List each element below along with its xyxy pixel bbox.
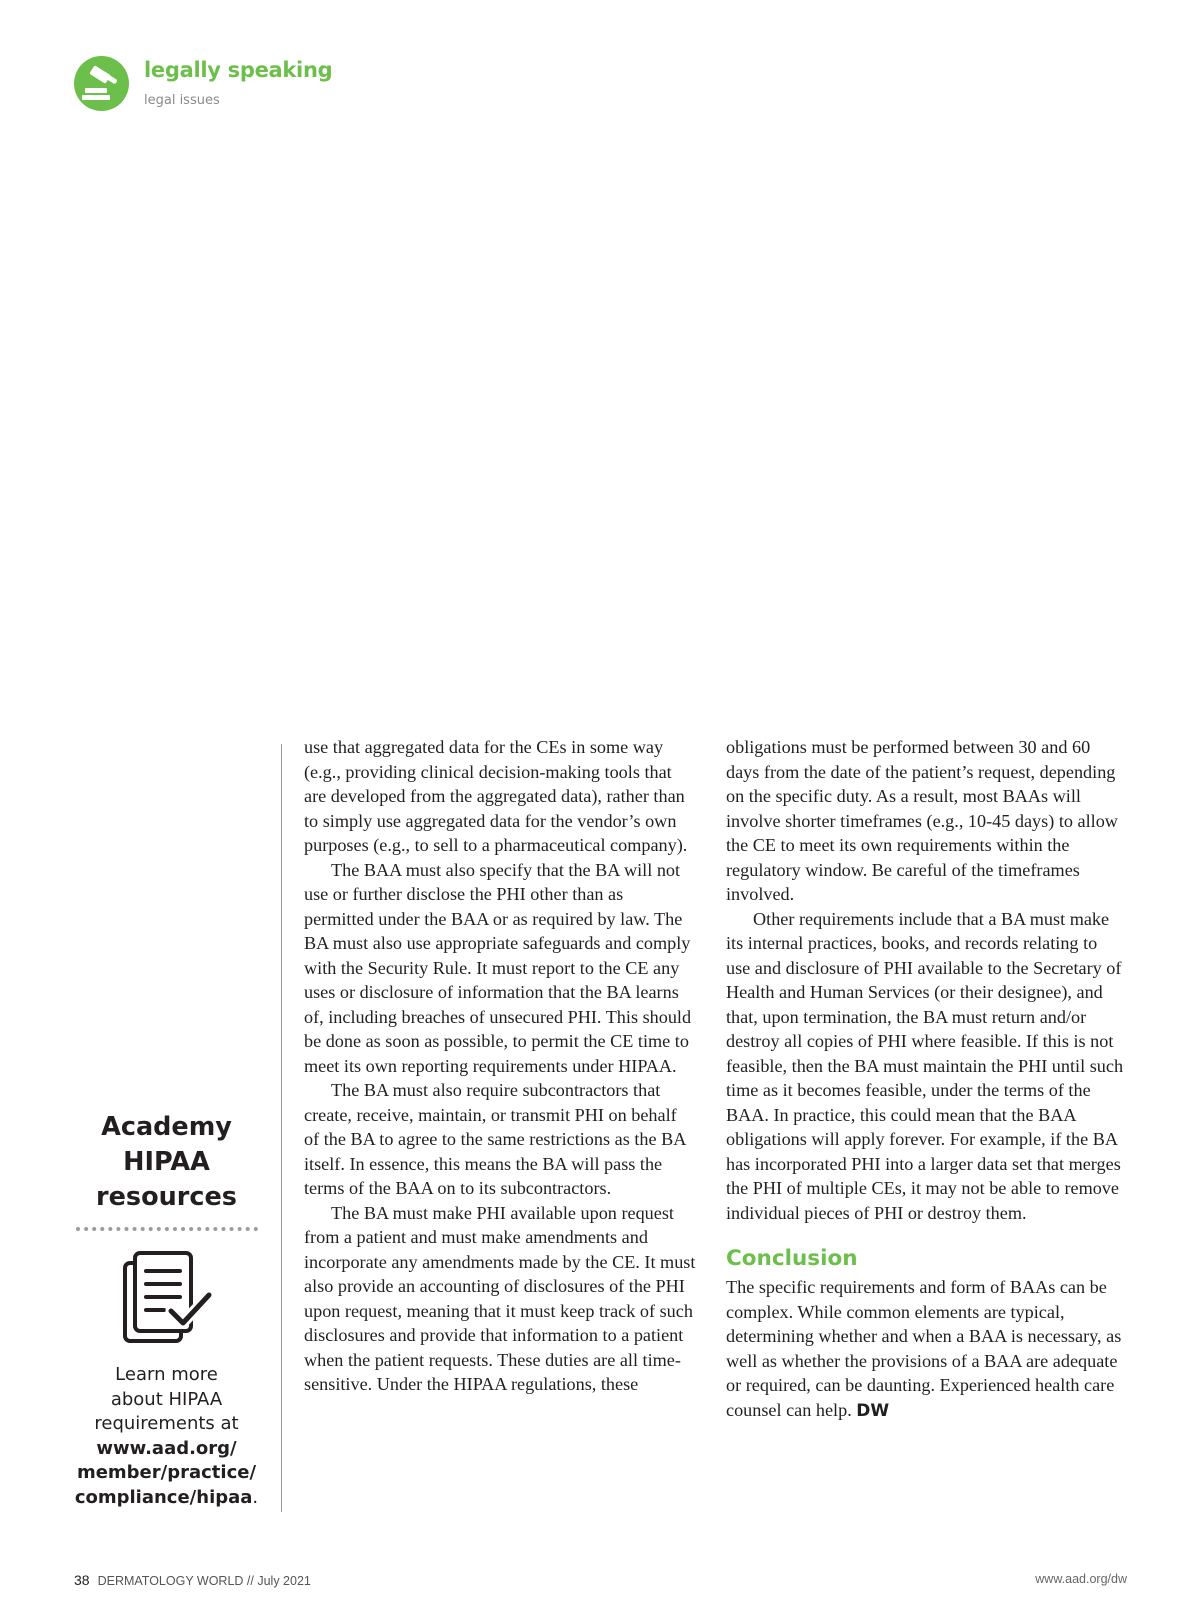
- sidebar-title-line: Academy: [101, 1112, 232, 1142]
- sidebar-text-line: requirements at: [94, 1413, 239, 1434]
- paragraph: obligations must be performed between 30 and 60 days from the date of the patient’s request, depending on the specific duty. As a result, most BAAs will involve shorter timeframes (e.g., 10-45 days) to allow the CE to meet its own requirements within the regulatory window. Be careful of the timeframes involved.: [726, 737, 1118, 904]
- link-suffix: .: [252, 1486, 259, 1508]
- section-title: legally speaking: [144, 58, 333, 82]
- sidebar-title: [74, 1110, 259, 1215]
- sidebar-text-line: about HIPAA: [110, 1388, 223, 1410]
- article-column-1: [304, 735, 696, 1397]
- paragraph: The BAA must also specify that the BA will not use or further disclose the PHI other than as permitted under the BAA or as required by law. The BA must also use appropriate safeguards and comply with the Security Rule. It must report to the CE any uses or disclosure of information that the BA learns of, including breaches of unsecured PHI. This should be done as soon as possible, to permit the CE time to meet its own reporting requirements under HIPAA.: [304, 859, 692, 1076]
- end-mark: DW: [856, 1400, 890, 1421]
- page-number: 38: [74, 1572, 90, 1588]
- column-divider: [281, 744, 282, 1512]
- sidebar-hipaa-resources: [74, 1110, 259, 1510]
- hipaa-resources-link[interactable]: [74, 1437, 259, 1511]
- conclusion-heading: Conclusion: [726, 1246, 858, 1271]
- footer-website-link[interactable]: www.aad.org/dw: [1035, 1572, 1127, 1586]
- link-line: www.aad.org/: [96, 1437, 237, 1459]
- gavel-icon: [74, 56, 129, 111]
- footer-folio: [74, 1572, 311, 1588]
- sidebar-title-line: HIPAA: [123, 1147, 210, 1177]
- publication-name: DERMATOLOGY WORLD: [97, 1574, 244, 1588]
- article-column-2: [726, 735, 1124, 1423]
- paragraph: The BA must also require subcontractors that create, receive, maintain, or transmit PHI on behalf of the BA to agree to the same restrictions as the BA itself. In essence, this means the BA will pass the terms of the BAA on to its subcontractors.: [304, 1080, 686, 1198]
- header-badge: [74, 56, 129, 111]
- link-line: member/practice/: [76, 1462, 257, 1483]
- dotted-divider: [76, 1227, 258, 1235]
- section-subtitle: legal issues: [144, 93, 220, 108]
- checklist-document-icon: [117, 1249, 217, 1349]
- conclusion-text: The specific requirements and form of BAAs can be complex. While common elements are typical, determining whether and when a BAA is necessary, as well as whether the provisions of a BAA are adequate or required, can be daunting. Experienced health care counsel can help.: [726, 1277, 1122, 1420]
- sidebar-text: [74, 1363, 259, 1510]
- conclusion-paragraph: [726, 1275, 1124, 1423]
- paragraph: use that aggregated data for the CEs in some way (e.g., providing clinical decision-making tools that are developed from the aggregated data), rather than to simply use aggregated data for the vendor’s own purposes (e.g., to sell to a pharmaceutical company).: [304, 737, 688, 855]
- paragraph: The BA must make PHI available upon request from a patient and must make amendments and incorporate any amendments made by the CE. It must also provide an accounting of disclosures of the PHI upon request, meaning that it must keep track of such disclosures and provide that information to a patient when the patient requests. These duties are all time-sensitive. Under the HIPAA regulations, these: [304, 1202, 696, 1394]
- issue-date: July 2021: [257, 1574, 311, 1588]
- link-line: compliance/hipaa: [74, 1486, 253, 1508]
- paragraph: Other requirements include that a BA must make its internal practices, books, and records relating to use and disclosure of PHI available to the Secretary of Health and Human Services (or their designee), and that, upon termination, the BA must return and/or destroy all copies of PHI where feasible. If this is not feasible, then the BA must maintain the PHI until such time as it becomes feasible, under the terms of the BAA. In practice, this could mean that the BAA obligations will apply forever. For example, if the BA has incorporated PHI into a larger data set that merges the PHI of multiple CEs, it may not be able to remove individual pieces of PHI or destroy them.: [726, 908, 1124, 1223]
- sidebar-text-line: Learn more: [115, 1364, 218, 1385]
- folio-separator: //: [246, 1574, 254, 1588]
- sidebar-title-line: resources: [96, 1182, 237, 1212]
